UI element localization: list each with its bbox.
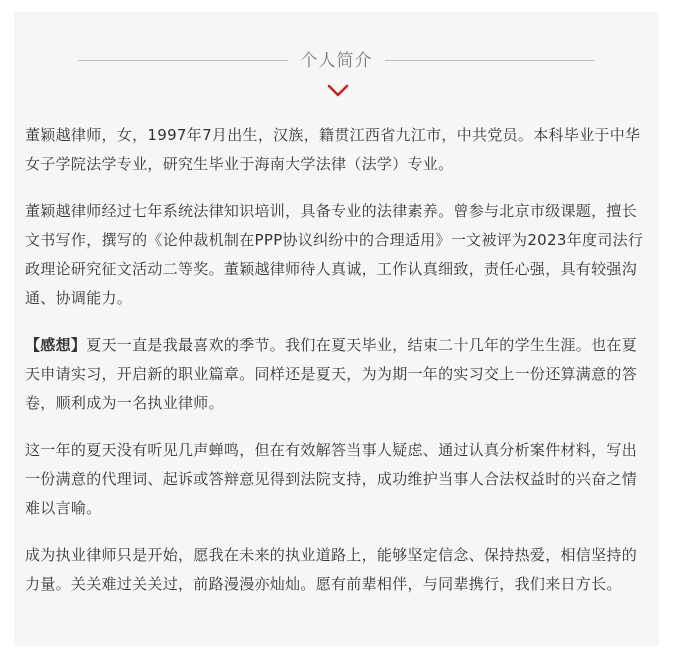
profile-card xyxy=(14,12,659,646)
paragraph-text: 董颖越律师，女，1997年7月出生，汉族，籍贯江西省九江市，中共党员。本科毕业于中华女子学院法学专业，研究生毕业于海南大学法律（法学）专业。 xyxy=(25,126,641,173)
chevron-down-icon xyxy=(327,84,349,98)
paragraph-text: 这一年的夏天没有听见几声蝉鸣，但在有效解答当事人疑虑、通过认真分析案件材料，写出一份满意的代理词、起诉或答辩意见得到法院支持，成功维护当事人合法权益时的兴奋之情难以言喻。 xyxy=(25,441,638,517)
section-title: 个人简介 xyxy=(300,51,373,71)
experience-paragraph xyxy=(25,197,647,313)
summer-paragraph xyxy=(25,436,647,523)
paragraph-text: 成为执业律师只是开始，愿我在未来的执业道路上，能够坚定信念、保持热爱，相信坚持的力量。关关难过关关过，前路漫漫亦灿灿。愿有前辈相伴，与同辈携行，我们来日方长。 xyxy=(25,546,638,593)
header-divider-right xyxy=(385,60,595,61)
closing-paragraph xyxy=(25,541,647,599)
paragraph-text: 夏天一直是我最喜欢的季节。我们在夏天毕业，结束二十几年的学生生涯。也在夏天申请实习，开启新的职业篇章。同样还是夏天，为为期一年的实习交上一份还算满意的答卷，顺利成为一名执业律师。 xyxy=(25,336,638,412)
profile-content xyxy=(25,121,647,617)
header-divider-left xyxy=(78,60,288,61)
intro-paragraph xyxy=(25,121,647,179)
reflection-paragraph xyxy=(25,331,647,418)
paragraph-text: 董颖越律师经过七年系统法律知识培训，具备专业的法律素养。曾参与北京市级课题，擅长文书写作，撰写的《论仲裁机制在PPP协议纠纷中的合理适用》一文被评为2023年度司法行政理论研究征文活动二等奖。董颖越律师待人真诚，工作认真细致，责任心强，具有较强沟通、协调能力。 xyxy=(25,202,644,307)
section-header xyxy=(14,48,659,74)
reflection-label: 【感想】 xyxy=(25,336,87,354)
